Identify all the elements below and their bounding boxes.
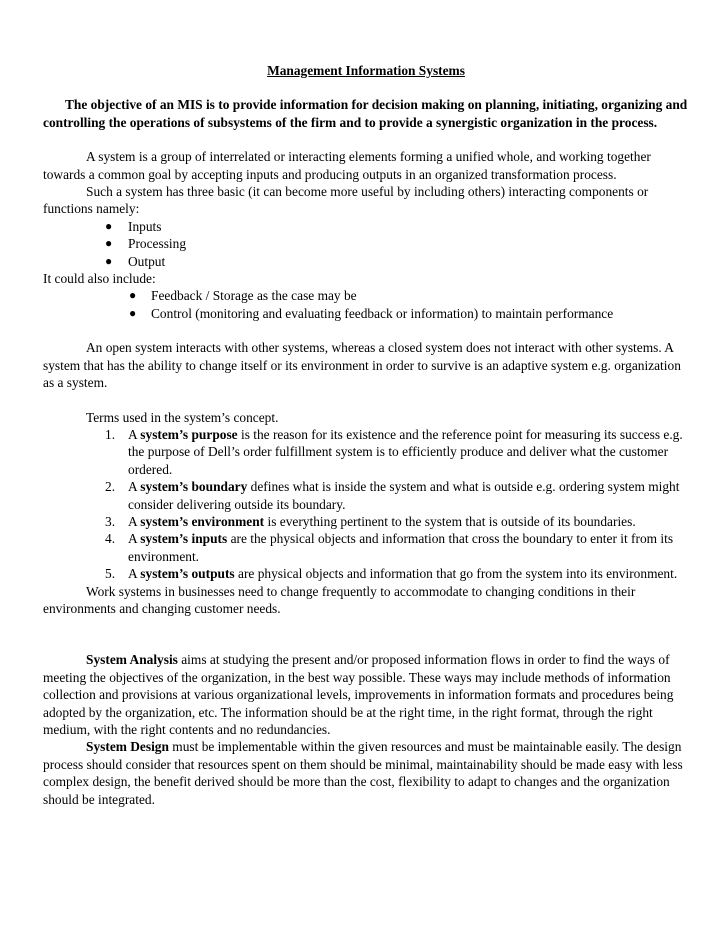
term-highlight: system’s boundary [140, 479, 248, 495]
list-item: ● Control (monitoring and evaluating feedback or information) to maintain performance [129, 305, 614, 321]
bullet-icon: ● [129, 305, 137, 320]
term-highlight: System Analysis [86, 652, 178, 668]
list-item: 1. A system’s purpose is the reason for its existence and the reference point for measuring its success e.g. the purpose of Dell’s order fulfillment system is to efficiently produce and deliver what the customer ordered. [105, 426, 683, 477]
list-item: ● Processing [105, 236, 187, 252]
also-include-intro: It could also include: [43, 271, 156, 287]
terms-intro: Terms used in the system’s concept. [86, 409, 279, 425]
open-closed-paragraph: An open system interacts with other systems, whereas a closed system does not interact with other systems. A system that has the ability to change itself or its environment in order to survive is an adaptive system e.g. organization as a system. [43, 340, 681, 391]
bullet-icon: ● [105, 218, 113, 233]
system-definition-paragraph: A system is a group of interrelated or interacting elements forming a unified whole, and working together towards a common goal by accepting inputs and producing outputs in an organized transformation process. [43, 149, 651, 182]
objective-paragraph: The objective of an MIS is to provide information for decision making on planning, initiating, organizing and controlling the operations of subsystems of the firm and to provide a synergistic organization in the process. [43, 97, 688, 130]
list-item: ● Output [105, 253, 166, 269]
list-item: 5. A system’s outputs are physical objects and information that go from the system into its environment. [105, 566, 678, 582]
list-item: ● Inputs [105, 218, 162, 234]
work-systems-paragraph: Work systems in businesses need to change frequently to accommodate to changing conditions in their environments and changing customer needs. [43, 583, 636, 616]
bullet-icon: ● [105, 236, 113, 251]
list-item: 3. A system’s environment is everything pertinent to the system that is outside of its boundaries. [105, 513, 636, 529]
list-item: 2. A system’s boundary defines what is inside the system and what is outside e.g. ordering system might consider delivering outside its boundary. [105, 479, 680, 512]
page-title: Management Information Systems [267, 63, 465, 78]
list-item: ● Feedback / Storage as the case may be [129, 288, 357, 304]
system-design-paragraph: System Design must be implementable within the given resources and must be maintainable easily. The design process should consider that resources spent on them should be minimal, maintainability should be made easy with less complex design, the benefit derived should be more than the cost, flexibility to adapt to changes and the organization should be integrated. [43, 739, 683, 807]
system-analysis-paragraph: System Analysis aims at studying the present and/or proposed information flows in order to find the ways of meeting the objectives of the organization, in the best way possible. These ways may include methods of information collection and provisions at various organizational levels, improvements in information formats and procedures being adopted by the organization, etc. The information should be at the right time, in the right format, through the right medium, with the right contents and no redundancies. [43, 652, 674, 737]
also-include-list [43, 287, 689, 322]
term-highlight: System Design [86, 739, 169, 755]
terms-list [43, 426, 689, 583]
term-highlight: system’s environment [140, 513, 265, 529]
term-highlight: system’s purpose [140, 426, 238, 442]
list-item: 4. A system’s inputs are the physical objects and information that cross the boundary to enter it from its environment. [105, 531, 674, 564]
term-highlight: system’s outputs [140, 566, 235, 582]
components-intro-paragraph: Such a system has three basic (it can become more useful by including others) interacting components or functions namely: [43, 184, 649, 217]
term-highlight: system’s inputs [140, 531, 228, 547]
components-list [43, 218, 689, 270]
bullet-icon: ● [105, 253, 113, 268]
document-page [43, 62, 689, 808]
bullet-icon: ● [129, 288, 137, 303]
